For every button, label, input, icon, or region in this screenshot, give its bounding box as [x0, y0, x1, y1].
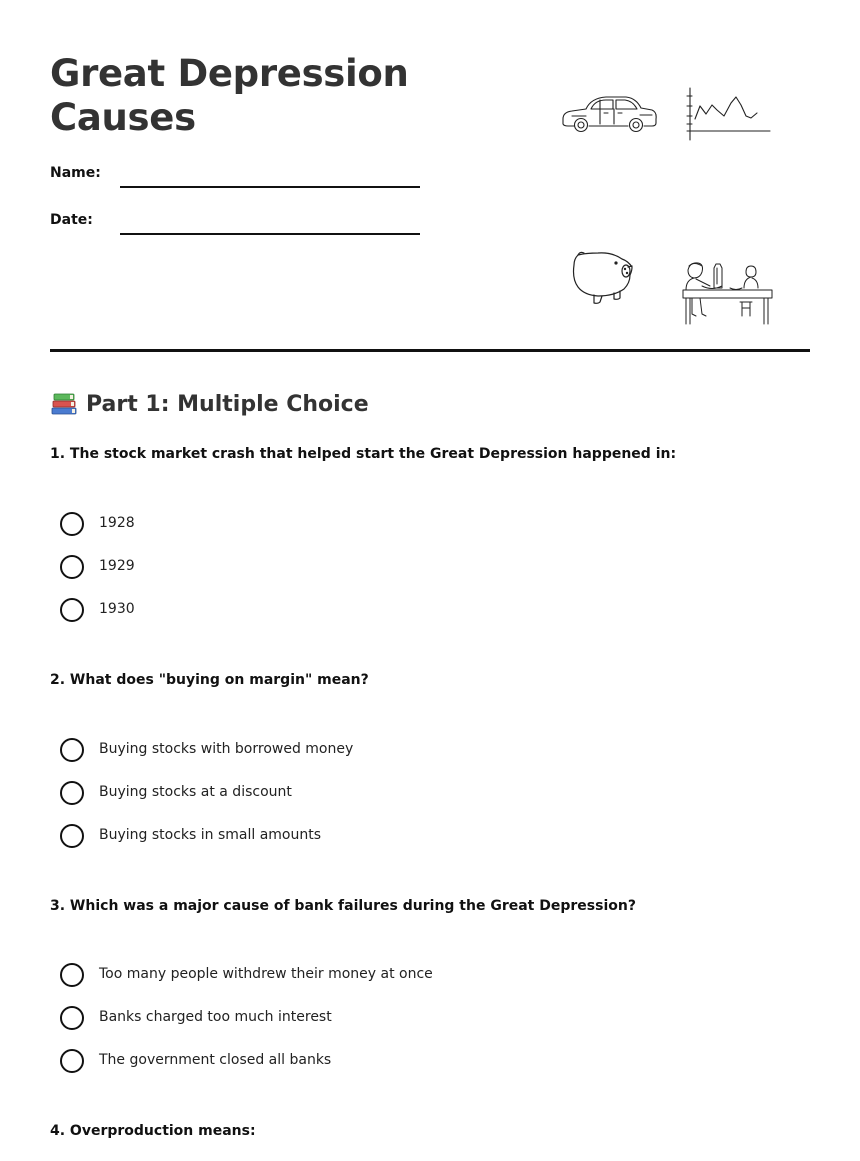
date-line[interactable] [120, 233, 420, 235]
radio-button[interactable] [60, 738, 84, 762]
section-heading-text: Part 1: Multiple Choice [86, 392, 369, 417]
radio-button[interactable] [60, 1049, 84, 1073]
title-line-2: Causes [50, 96, 196, 139]
question-1 [50, 444, 810, 617]
radio-button[interactable] [60, 1006, 84, 1030]
piggy-bank-icon [570, 249, 636, 307]
radio-button[interactable] [60, 512, 84, 536]
line-graph-icon [686, 86, 772, 142]
section-heading [50, 388, 369, 421]
option-label: Buying stocks at a discount [99, 784, 292, 800]
option-label: Buying stocks in small amounts [99, 827, 322, 843]
question-4 [50, 1121, 810, 1141]
radio-button[interactable] [60, 781, 84, 805]
option-label: Banks charged too much interest [99, 1009, 332, 1025]
radio-button[interactable] [60, 963, 84, 987]
option-label: Too many people withdrew their money at once [99, 966, 433, 982]
option-label: 1928 [99, 515, 135, 531]
title-line-1: Great Depression [50, 52, 409, 95]
radio-button[interactable] [60, 555, 84, 579]
question-text: 1. The stock market crash that helped start the Great Depression happened in: [50, 446, 677, 462]
books-icon [50, 388, 78, 416]
question-text: 3. Which was a major cause of bank failures during the Great Depression? [50, 898, 636, 914]
option-label: 1930 [99, 601, 135, 617]
name-line[interactable] [120, 186, 420, 188]
question-3 [50, 896, 810, 1068]
radio-button[interactable] [60, 598, 84, 622]
question-text: 4. Overproduction means: [50, 1123, 256, 1139]
car-icon [560, 94, 660, 134]
page-title [50, 52, 409, 140]
option-label: Buying stocks with borrowed money [99, 741, 354, 757]
family-dinner-icon [680, 258, 776, 326]
question-text: 2. What does "buying on margin" mean? [50, 672, 369, 688]
radio-button[interactable] [60, 824, 84, 848]
header-divider [50, 349, 810, 352]
option-label: The government closed all banks [99, 1052, 332, 1068]
option-label: 1929 [99, 558, 135, 574]
date-label: Date: [50, 212, 93, 228]
name-label: Name: [50, 165, 101, 181]
question-2 [50, 670, 810, 843]
